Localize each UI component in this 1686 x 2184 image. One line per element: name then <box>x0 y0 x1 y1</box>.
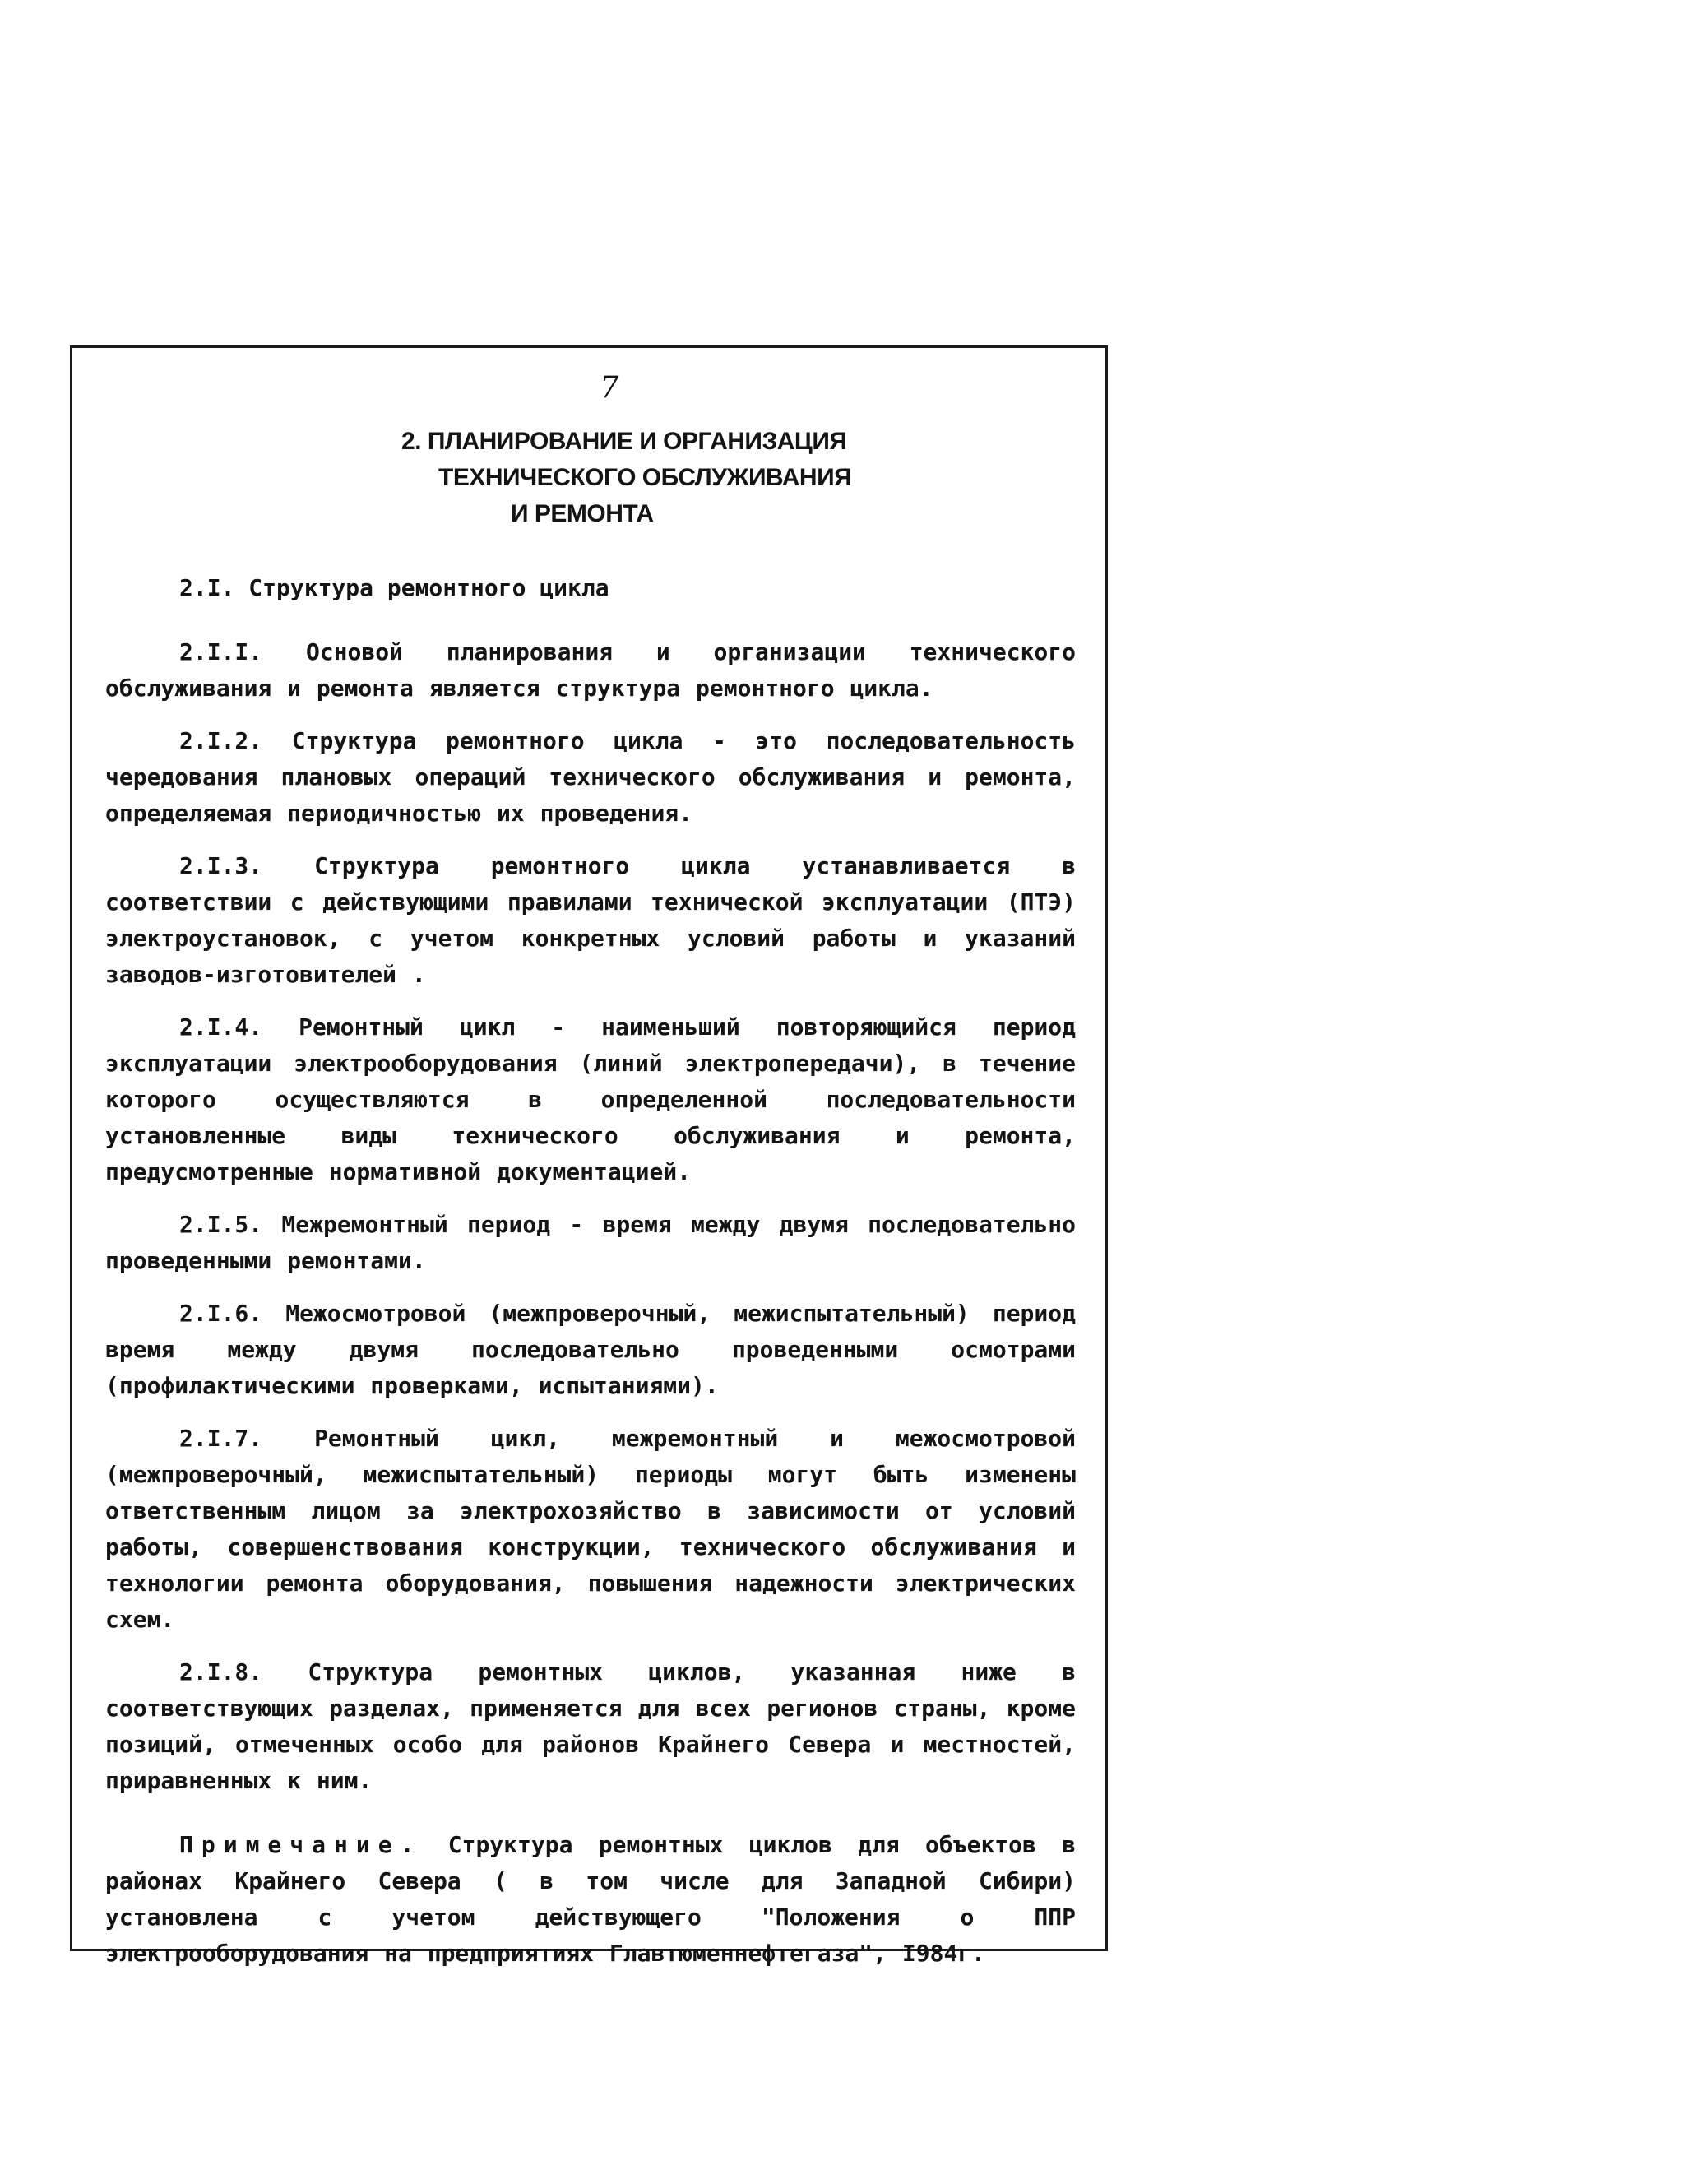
page-number: 7 <box>600 371 619 405</box>
note-text: Структура ремонтных циклов для объектов в районах Крайнего Севера ( в том числе для Западной Сибири) установлена с учетом действующего "Положения о ППР электрооборудования на предприятиях Главтюменнефтегаза", I984г. <box>105 1831 1077 1967</box>
paragraph-text: Структура ремонтного цикла устанавливается в соответствии с действующими правилами технической эксплуатации (ПТЭ) электроустановок, с учетом конкретных условий работы и указаний заводов-изготовителей . <box>105 852 1077 988</box>
paragraph-text: Структура ремонтных циклов, указанная ниже в соответствующих разделах, применяется для всех регионов страны, кроме позиций, отмеченных особо для районов Крайнего Севера и местностей, приравненных к ним. <box>105 1658 1076 1794</box>
paragraph-number: 2.I.3. <box>179 852 263 879</box>
paragraph-number: 2.I.4. <box>179 1013 263 1041</box>
paragraph-2-1-3 <box>105 848 1076 993</box>
note-paragraph <box>105 1827 1076 1972</box>
paragraph-text: Межремонтный период - время между двумя последовательно проведенными ремонтами. <box>105 1211 1076 1274</box>
paragraph-number: 2.I.I. <box>179 638 263 665</box>
page-frame <box>70 345 1108 1967</box>
paragraph-text: Ремонтный цикл, межремонтный и межосмотровой (межпроверочный, межиспытательный) периоды могут быть изменены ответственным лицом за электрохозяйство в зависимости от условий работы, совершенствования конструкции, технического обслуживания и технологии ремонта оборудования, повышения надежности электрических схем. <box>105 1425 1077 1633</box>
document-body <box>105 570 1076 1988</box>
paragraph-text: Ремонтный цикл - наименьший повторяющийся период эксплуатации электрооборудования (линий электропередачи), в течение которого осуществляются в определенной последовательности установленные виды технического обслуживания и ремонта, предусмотренные нормативной документацией. <box>105 1013 1077 1185</box>
paragraph-2-1-1 <box>105 634 1076 707</box>
note-label: Примечание. <box>179 1831 423 1858</box>
paragraph-number: 2.I.2. <box>179 727 263 754</box>
paragraph-number: 2.I.5. <box>179 1211 263 1238</box>
paragraph-text: Структура ремонтного цикла - это последовательность чередования плановых операций технического обслуживания и ремонта, определяемая периодичностью их проведения. <box>105 727 1077 827</box>
chapter-title-line-2: ТЕХНИЧЕСКОГО ОБСЛУЖИВАНИЯ <box>438 464 852 491</box>
chapter-title-line-3: И РЕМОНТА <box>511 500 654 527</box>
paragraph-2-1-5 <box>105 1207 1076 1279</box>
paragraph-text: Межосмотровой (межпроверочный, межиспытательный) период время между двумя последовательно проведенными осмотрами (профилактическими проверками, испытаниями). <box>105 1300 1076 1399</box>
paragraph-2-1-7 <box>105 1421 1076 1638</box>
paragraph-2-1-8 <box>105 1654 1076 1799</box>
paragraph-number: 2.I.8. <box>179 1658 263 1686</box>
paragraph-2-1-6 <box>105 1296 1076 1404</box>
chapter-title-line-1: 2. ПЛАНИРОВАНИЕ И ОРГАНИЗАЦИЯ <box>401 428 847 455</box>
paragraph-2-1-4 <box>105 1009 1076 1190</box>
paragraph-number: 2.I.7. <box>179 1425 263 1452</box>
paragraph-2-1-2 <box>105 723 1076 832</box>
section-heading: 2.I. Структура ремонтного цикла <box>179 574 609 601</box>
paragraph-text: Основой планирования и организации технического обслуживания и ремонта является структура ремонтного цикла. <box>105 638 1076 702</box>
paragraph-number: 2.I.6. <box>179 1300 263 1327</box>
